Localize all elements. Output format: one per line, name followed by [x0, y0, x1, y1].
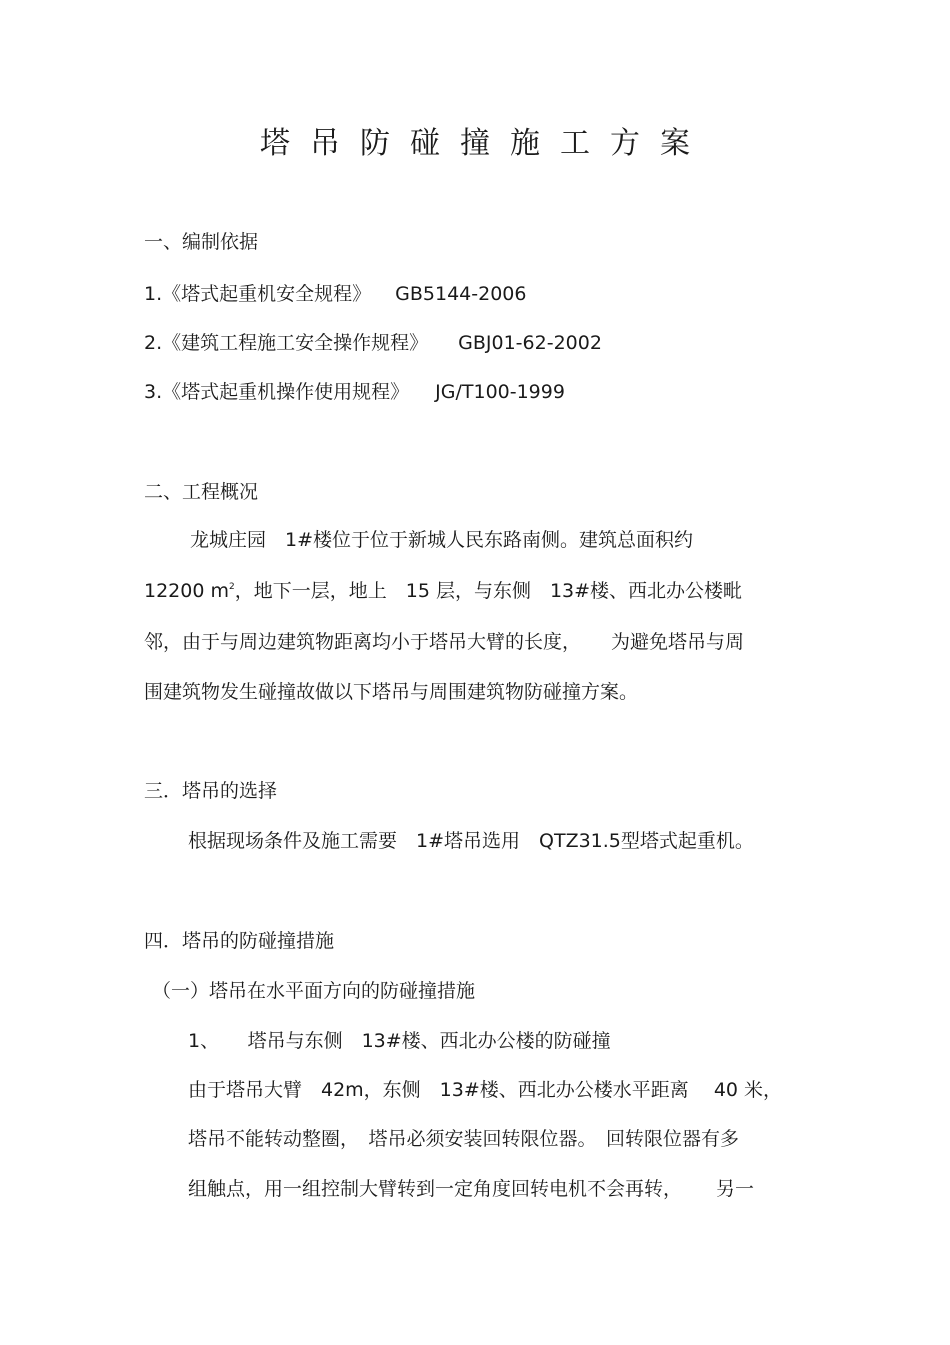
paragraph-line: 龙城庄园 1#楼位于位于新城人民东路南侧。建筑总面积约	[190, 529, 694, 551]
reference-name: 3.《塔式起重机操作使用规程》	[144, 381, 410, 403]
section-heading-overview: 二、工程概况	[144, 481, 259, 503]
paragraph-text: 邻，由于与周边建筑物距离均小于塔吊大臂的长度，	[144, 631, 582, 653]
subsection-heading: （一）塔吊在水平面方向的防碰撞措施	[152, 980, 476, 1002]
reference-code: GB5144-2006	[395, 283, 527, 305]
paragraph-line	[144, 630, 744, 654]
reference-code: GBJ01-62-2002	[458, 332, 602, 354]
area-superscript: 2	[229, 582, 235, 592]
paragraph-line: 根据现场条件及施工需要 1#塔吊选用 QTZ31.5型塔式起重机。	[188, 830, 754, 852]
section-heading-basis: 一、编制依据	[144, 231, 259, 253]
paragraph-line: 由于塔吊大臂 42m，东侧 13#楼、西北办公楼水平距离 40 米，	[188, 1079, 783, 1101]
area-value: 12200 m	[144, 580, 229, 602]
paragraph-text: 另一	[716, 1178, 755, 1200]
paragraph-line: 围建筑物发生碰撞故做以下塔吊与周围建筑物防碰撞方案。	[144, 681, 639, 703]
list-item-heading: 1、 塔吊与东侧 13#楼、西北办公楼的防碰撞	[188, 1030, 611, 1052]
reference-item	[144, 282, 526, 306]
paragraph-text: ，地下一层，地上 15 层，与东侧 13#楼、西北办公楼毗	[234, 580, 743, 602]
paragraph-text: 组触点，用一组控制大臂转到一定角度回转电机不会再转，	[188, 1178, 683, 1200]
reference-name: 1.《塔式起重机安全规程》	[144, 283, 372, 305]
reference-item	[144, 380, 565, 404]
paragraph-line	[144, 579, 742, 603]
reference-name: 2.《建筑工程施工安全操作规程》	[144, 332, 429, 354]
paragraph-line: 塔吊不能转动整圈， 塔吊必须安装回转限位器。 回转限位器有多	[188, 1128, 740, 1150]
paragraph-text: 为避免塔吊与周	[611, 631, 745, 653]
reference-item	[144, 331, 602, 355]
section-heading-crane-selection: 三．塔吊的选择	[144, 780, 278, 802]
section-heading-anticollision: 四．塔吊的防碰撞措施	[144, 930, 335, 952]
reference-code: JG/T100-1999	[435, 381, 565, 403]
paragraph-line	[188, 1177, 754, 1201]
document-title: 塔吊防碰撞施工方案	[260, 126, 710, 161]
